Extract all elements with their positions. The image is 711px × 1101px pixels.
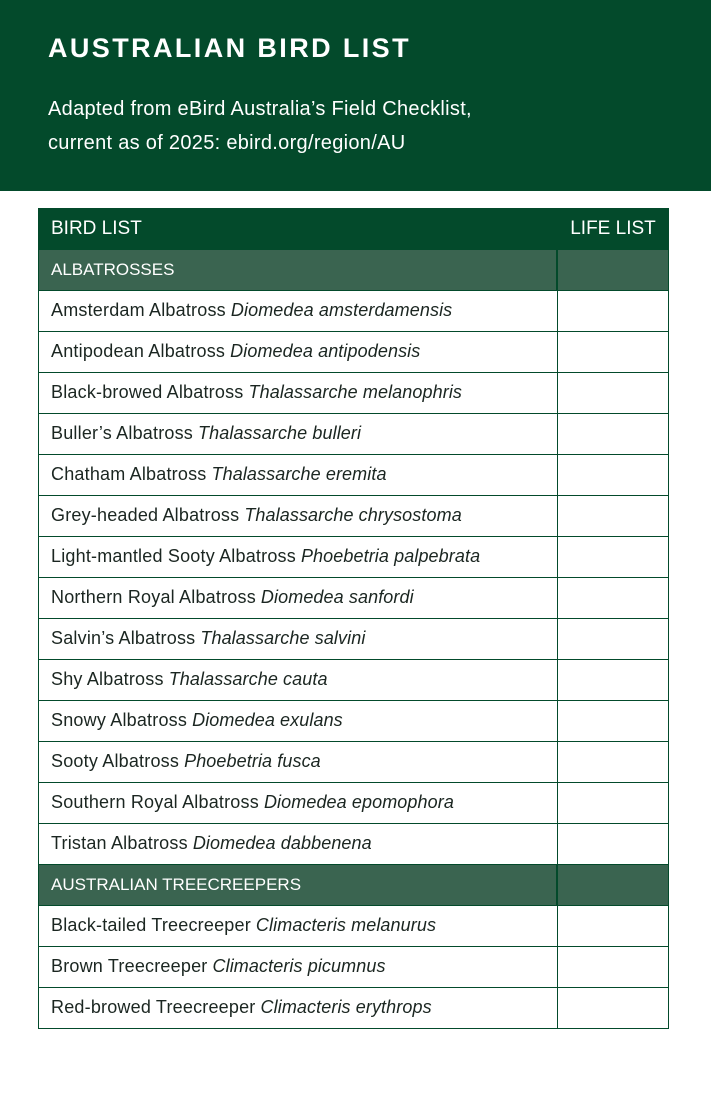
header-banner [0, 0, 711, 191]
bird-common-name: Buller’s Albatross [51, 423, 194, 443]
bird-common-name: Southern Royal Albatross [51, 792, 259, 812]
table-row [39, 823, 668, 864]
life-list-checkbox-cell[interactable] [558, 455, 668, 495]
life-list-checkbox-cell[interactable] [558, 496, 668, 536]
table-row [39, 782, 668, 823]
bird-scientific-name: Climacteris erythrops [260, 997, 432, 1017]
page-subtitle [48, 92, 668, 160]
bird-name-cell [39, 537, 558, 577]
section-name: ALBATROSSES [39, 250, 558, 290]
life-list-checkbox-cell[interactable] [558, 783, 668, 823]
life-list-checkbox-cell[interactable] [558, 291, 668, 331]
life-list-checkbox-cell[interactable] [558, 537, 668, 577]
life-list-checkbox-cell[interactable] [558, 578, 668, 618]
bird-checklist-table [38, 208, 669, 1029]
table-row [39, 290, 668, 331]
bird-common-name: Tristan Albatross [51, 833, 188, 853]
bird-scientific-name: Thalassarche chrysostoma [244, 505, 462, 525]
table-row [39, 741, 668, 782]
life-list-checkbox-cell[interactable] [558, 701, 668, 741]
bird-name-cell [39, 373, 558, 413]
life-list-checkbox-cell[interactable] [558, 947, 668, 987]
bird-scientific-name: Diomedea antipodensis [230, 341, 421, 361]
bird-scientific-name: Thalassarche cauta [168, 669, 328, 689]
table-body [39, 249, 668, 1028]
bird-name-cell [39, 291, 558, 331]
bird-common-name: Salvin’s Albatross [51, 628, 196, 648]
table-row [39, 413, 668, 454]
bird-common-name: Red-browed Treecreeper [51, 997, 256, 1017]
bird-scientific-name: Diomedea sanfordi [260, 587, 414, 607]
bird-scientific-name: Thalassarche melanophris [248, 382, 463, 402]
bird-name-cell [39, 988, 558, 1028]
table-row [39, 577, 668, 618]
section-name: AUSTRALIAN TREECREEPERS [39, 865, 558, 905]
life-list-checkbox-cell[interactable] [558, 619, 668, 659]
bird-scientific-name: Diomedea exulans [192, 710, 343, 730]
bird-common-name: Light-mantled Sooty Albatross [51, 546, 296, 566]
bird-common-name: Sooty Albatross [51, 751, 180, 771]
bird-scientific-name: Thalassarche salvini [200, 628, 366, 648]
subtitle-line-1: Adapted from eBird Australia’s Field Checklist, [48, 98, 472, 120]
bird-common-name: Amsterdam Albatross [51, 300, 226, 320]
life-list-checkbox-cell[interactable] [558, 414, 668, 454]
bird-scientific-name: Phoebetria palpebrata [300, 546, 481, 566]
subtitle-line-2: current as of 2025: ebird.org/region/AU [48, 132, 406, 154]
table-row [39, 618, 668, 659]
life-list-checkbox-cell[interactable] [558, 988, 668, 1028]
section-life-list-cell [558, 250, 668, 290]
bird-name-cell [39, 660, 558, 700]
bird-name-cell [39, 332, 558, 372]
table-row [39, 454, 668, 495]
bird-scientific-name: Phoebetria fusca [184, 751, 321, 771]
bird-scientific-name: Thalassarche bulleri [198, 423, 362, 443]
bird-common-name: Antipodean Albatross [51, 341, 226, 361]
bird-name-cell [39, 496, 558, 536]
bird-name-cell [39, 455, 558, 495]
table-row [39, 372, 668, 413]
bird-name-cell [39, 414, 558, 454]
bird-scientific-name: Diomedea amsterdamensis [230, 300, 453, 320]
bird-scientific-name: Diomedea dabbenena [192, 833, 372, 853]
bird-common-name: Black-tailed Treecreeper [51, 915, 251, 935]
bird-common-name: Shy Albatross [51, 669, 164, 689]
life-list-checkbox-cell[interactable] [558, 332, 668, 372]
bird-scientific-name: Climacteris picumnus [212, 956, 386, 976]
bird-name-cell [39, 619, 558, 659]
bird-common-name: Grey-headed Albatross [51, 505, 240, 525]
column-header-life-list: LIFE LIST [570, 218, 656, 239]
bird-scientific-name: Diomedea epomophora [263, 792, 454, 812]
bird-name-cell [39, 701, 558, 741]
bird-name-cell [39, 824, 558, 864]
table-row [39, 659, 668, 700]
table-row [39, 987, 668, 1028]
bird-common-name: Northern Royal Albatross [51, 587, 256, 607]
life-list-checkbox-cell[interactable] [558, 742, 668, 782]
bird-name-cell [39, 906, 558, 946]
table-row [39, 700, 668, 741]
table-row [39, 946, 668, 987]
bird-common-name: Chatham Albatross [51, 464, 207, 484]
table-row [39, 331, 668, 372]
bird-common-name: Snowy Albatross [51, 710, 188, 730]
life-list-checkbox-cell[interactable] [558, 373, 668, 413]
bird-name-cell [39, 947, 558, 987]
section-header-row [39, 864, 668, 905]
bird-scientific-name: Climacteris melanurus [255, 915, 437, 935]
bird-name-cell [39, 783, 558, 823]
bird-common-name: Brown Treecreeper [51, 956, 208, 976]
life-list-checkbox-cell[interactable] [558, 906, 668, 946]
table-row [39, 905, 668, 946]
table-row [39, 495, 668, 536]
life-list-checkbox-cell[interactable] [558, 660, 668, 700]
page-title: AUSTRALIAN BIRD LIST [48, 33, 411, 63]
column-header-bird-list: BIRD LIST [39, 209, 558, 249]
section-header-row [39, 249, 668, 290]
bird-scientific-name: Thalassarche eremita [211, 464, 387, 484]
bird-name-cell [39, 742, 558, 782]
life-list-checkbox-cell[interactable] [558, 824, 668, 864]
table-row [39, 536, 668, 577]
bird-name-cell [39, 578, 558, 618]
table-header-row [39, 209, 668, 249]
bird-common-name: Black-browed Albatross [51, 382, 244, 402]
section-life-list-cell [558, 865, 668, 905]
